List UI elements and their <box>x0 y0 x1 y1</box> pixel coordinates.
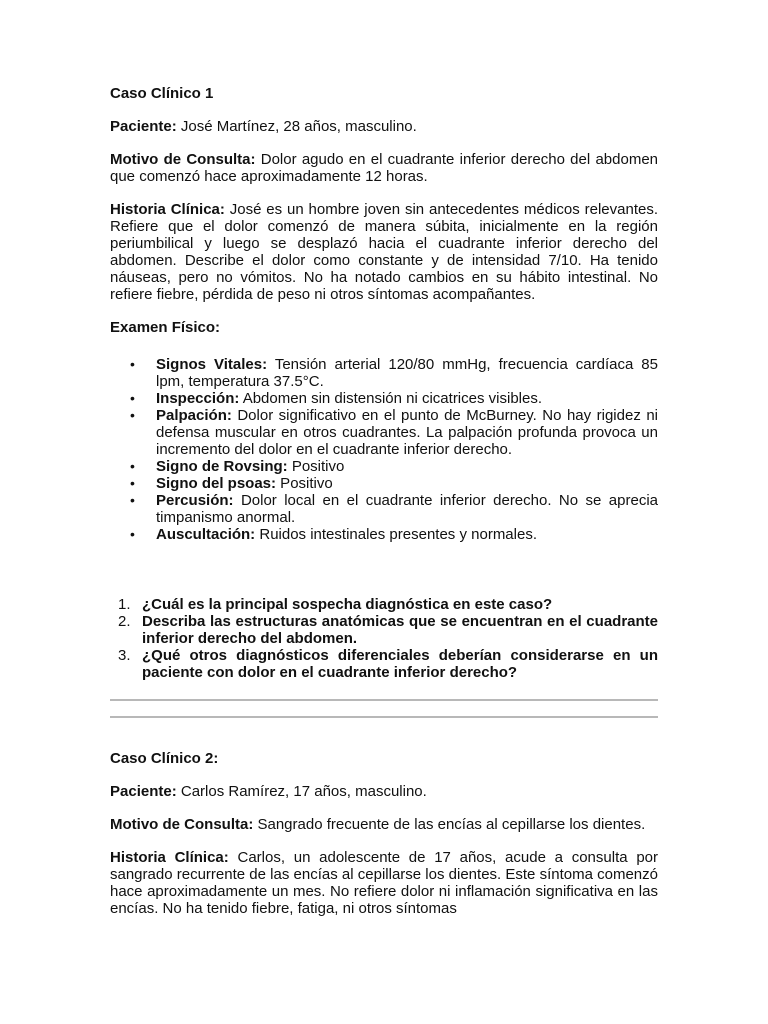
finding-label: Auscultación: <box>156 526 256 543</box>
case2-reason <box>110 816 658 833</box>
finding-item <box>110 390 658 407</box>
bullet-icon: • <box>130 407 135 423</box>
case1-findings-list <box>110 356 658 543</box>
question-item <box>110 596 658 613</box>
case2-patient <box>110 783 658 800</box>
bullet-icon: • <box>130 492 135 508</box>
question-item <box>110 613 658 647</box>
bullet-icon: • <box>130 458 135 474</box>
case2-history <box>110 849 658 917</box>
question-text: ¿Qué otros diagnósticos diferenciales deberían considerarse en un paciente con dolor en el cuadrante inferior derecho? <box>142 647 658 681</box>
case1-patient <box>110 118 658 135</box>
finding-item <box>110 407 658 458</box>
question-number: 1. <box>118 596 131 613</box>
question-number: 2. <box>118 613 131 630</box>
case1-history-text: José es un hombre joven sin antecedentes médicos relevantes. Refiere que el dolor comenzó de manera súbita, inicialmente en la región periumbilical y luego se desplazó hacia el cuadrante inferior derecho del abdomen. Describe el dolor como constante y de intensidad 7/10. Ha tenido náuseas, pero no vómitos. No ha notado cambios en su hábito intestinal. No refiere fiebre, pérdida de peso ni otros síntomas acompañantes. <box>110 201 658 303</box>
case1-exam-title: Examen Físico: <box>110 319 221 336</box>
question-number: 3. <box>118 647 131 664</box>
finding-text: Dolor local en el cuadrante inferior derecho. No se aprecia timpanismo anormal. <box>156 492 658 526</box>
case1-reason <box>110 151 658 185</box>
bullet-icon: • <box>130 475 135 491</box>
document-page <box>110 85 658 917</box>
finding-item <box>110 492 658 526</box>
bullet-icon: • <box>130 390 135 406</box>
finding-text: Positivo <box>276 475 333 492</box>
finding-text: Dolor significativo en el punto de McBurney. No hay rigidez ni defensa muscular en otros cuadrantes. La palpación profunda provoca un incremento del dolor en el cuadrante inferior derecho. <box>156 407 658 458</box>
finding-text: Abdomen sin distensión ni cicatrices visibles. <box>239 390 543 407</box>
finding-label: Inspección: <box>156 390 240 407</box>
finding-item <box>110 526 658 543</box>
question-text: Describa las estructuras anatómicas que se encuentran en el cuadrante inferior derecho del abdomen. <box>142 613 658 647</box>
bullet-icon: • <box>130 526 135 542</box>
finding-label: Signo de Rovsing: <box>156 458 288 475</box>
case1-patient-text: José Martínez, 28 años, masculino. <box>176 118 417 135</box>
question-item <box>110 647 658 681</box>
case1-reason-text: Dolor agudo en el cuadrante inferior derecho del abdomen que comenzó hace aproximadamente 12 horas. <box>110 151 659 185</box>
case2-title: Caso Clínico 2: <box>110 750 219 767</box>
case1-reason-label: Motivo de Consulta: <box>110 151 256 168</box>
finding-label: Percusión: <box>156 492 234 509</box>
finding-text: Tensión arterial 120/80 mmHg, frecuencia cardíaca 85 lpm, temperatura 37.5°C. <box>156 356 658 390</box>
finding-label: Signos Vitales: <box>156 356 268 373</box>
finding-text: Positivo <box>287 458 345 475</box>
case2-patient-label: Paciente: <box>110 783 177 800</box>
case1-history-label: Historia Clínica: <box>110 201 225 218</box>
case2-history-text: Carlos, un adolescente de 17 años, acude a consulta por sangrado recurrente de las encías al cepillarse los dientes. Este síntoma comenzó hace aproximadamente un mes. No refiere dolor ni inflamación significativa en las encías. No ha tenido fiebre, fatiga, ni otros síntomas <box>110 849 658 917</box>
finding-label: Signo del psoas: <box>156 475 277 492</box>
case1-questions-list <box>110 596 658 681</box>
bullet-icon: • <box>130 356 135 372</box>
finding-item <box>110 356 658 390</box>
question-text: ¿Cuál es la principal sospecha diagnóstica en este caso? <box>142 596 553 613</box>
finding-text: Ruidos intestinales presentes y normales. <box>255 526 537 543</box>
case2-history-label: Historia Clínica: <box>110 849 229 866</box>
finding-item <box>110 458 658 475</box>
finding-label: Palpación: <box>156 407 232 424</box>
case1-patient-label: Paciente: <box>110 118 177 135</box>
case1-title: Caso Clínico 1 <box>110 85 214 102</box>
case1-history <box>110 201 658 303</box>
case2-patient-text: Carlos Ramírez, 17 años, masculino. <box>176 783 427 800</box>
finding-item <box>110 475 658 492</box>
case2-reason-label: Motivo de Consulta: <box>110 816 254 833</box>
case2-reason-text: Sangrado frecuente de las encías al cepillarse los dientes. <box>253 816 646 833</box>
